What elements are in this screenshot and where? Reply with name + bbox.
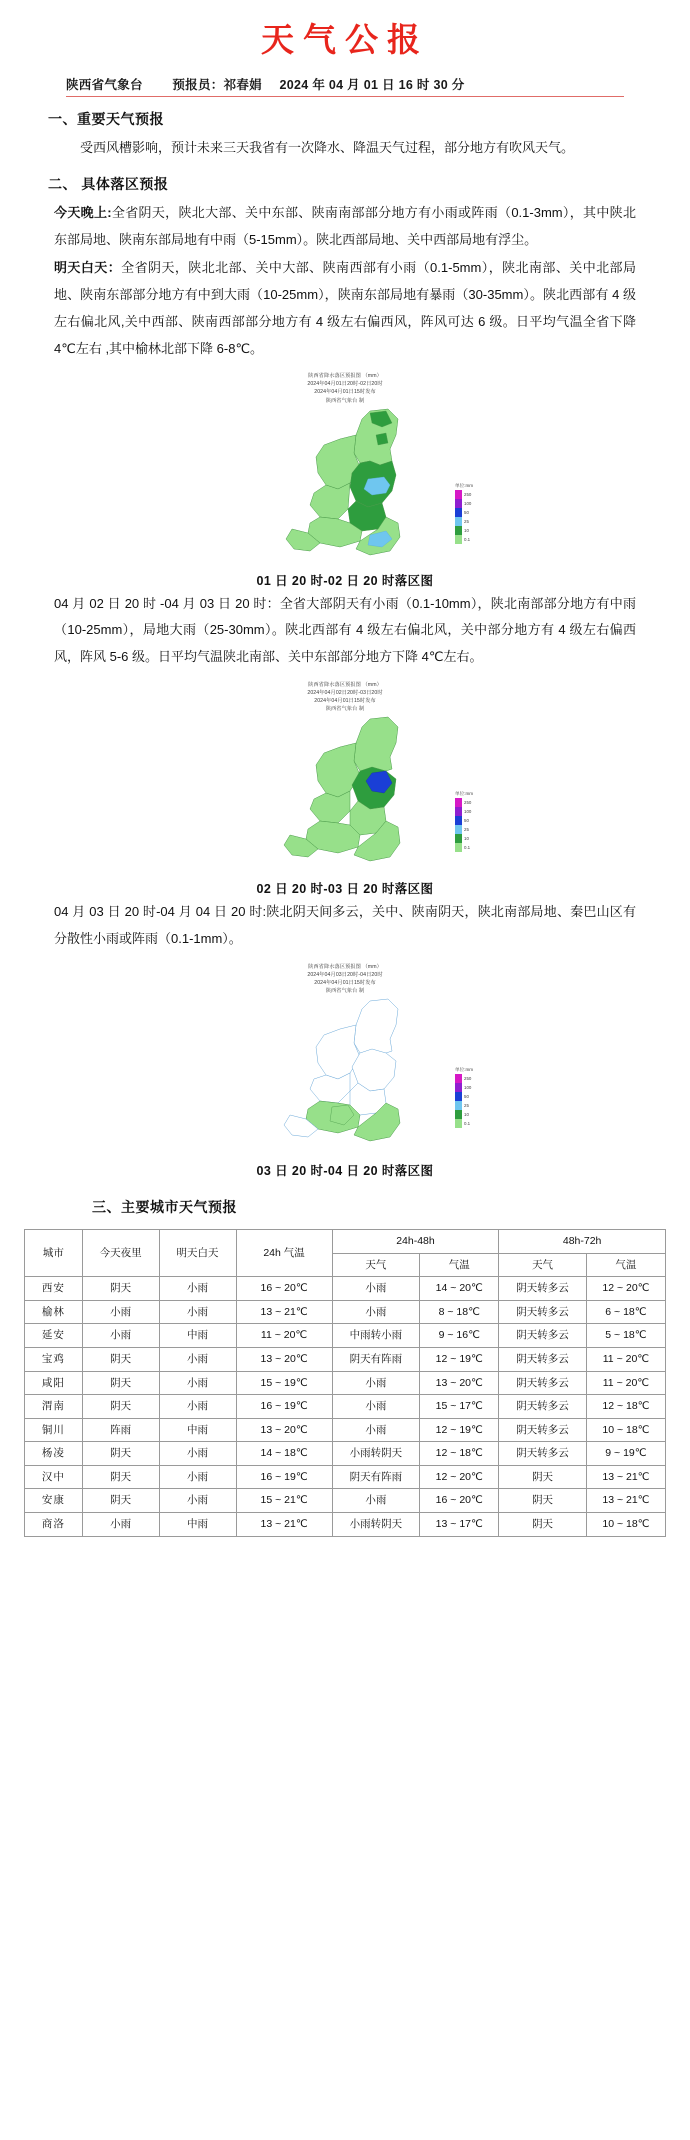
weather-24-48-cell: 小雨 (332, 1277, 420, 1301)
tomorrow-cell: 中雨 (159, 1513, 236, 1537)
table-row (25, 1418, 666, 1442)
tomorrow-cell: 小雨 (159, 1347, 236, 1371)
city-cell: 商洛 (25, 1513, 83, 1537)
legend-row (455, 1101, 487, 1110)
map-2-canvas (0, 713, 690, 873)
tomorrow-cell: 小雨 (159, 1371, 236, 1395)
legend-label: 100 (464, 500, 472, 506)
temp-48-72-cell: 10 ~ 18℃ (586, 1513, 665, 1537)
map-3-canvas (0, 995, 690, 1155)
tomorrow-cell: 小雨 (159, 1395, 236, 1419)
forecast-day3: 04 月 03 日 20 时-04 月 04 日 20 时:陕北阴天间多云，关中、陕南阴天，陕北南部局地、秦巴山区有分散性小雨或阵雨（0.1-1mm）。 (54, 904, 636, 946)
page-title: 天气公报 (261, 20, 429, 59)
legend-label: 10 (464, 1111, 469, 1117)
temp24-cell: 14 ~ 18℃ (236, 1442, 332, 1466)
weather-24-48-cell: 阴天有阵雨 (332, 1465, 420, 1489)
temp24-cell: 16 ~ 20℃ (236, 1277, 332, 1301)
weather-48-72-cell: 阴天转多云 (499, 1324, 587, 1348)
map-2-title-line2: 2024年04月02日20时-03日20时 (307, 689, 383, 696)
legend-row (455, 807, 487, 816)
temp-48-72-cell: 9 ~ 19℃ (586, 1442, 665, 1466)
legend-label: 250 (464, 800, 472, 806)
map-1-canvas (0, 405, 690, 565)
temp24-cell: 16 ~ 19℃ (236, 1465, 332, 1489)
map-block-1 (0, 364, 690, 590)
temp-48-72-cell: 13 ~ 21℃ (586, 1489, 665, 1513)
temp-24-48-cell: 12 ~ 20℃ (420, 1465, 499, 1489)
legend-label: 10 (464, 836, 469, 842)
weather-48-72-cell: 阴天转多云 (499, 1395, 587, 1419)
weather-48-72-cell: 阴天转多云 (499, 1347, 587, 1371)
tomorrow-cell: 小雨 (159, 1489, 236, 1513)
legend-row (455, 825, 487, 834)
section-1-heading: 一、重要天气预报 (48, 111, 164, 127)
forecast-tomorrow-text: 全省阴天，陕北北部、关中大部、陕南西部有小雨（0.1-5mm），陕北南部、关中北部局地、陕南东部部分地方有中到大雨（10-25mm），陕南东部局地有暴雨（30-35mm）。陕北西部有 4 级左右偏北风,关中西部、陕南西部部分地方有 4 级左右偏西风，阵风可达 6 级。日平均气温全省下降 4℃左右 ,其中榆林北部下降 6-8℃。 (54, 260, 636, 356)
legend-swatch (455, 1101, 462, 1110)
temp-24-48-cell: 9 ~ 16℃ (420, 1324, 499, 1348)
col-group-48-72: 48h-72h (499, 1229, 666, 1253)
table-row (25, 1395, 666, 1419)
map-3-title-line4: 陕西省气象台 制 (325, 987, 365, 994)
map-2-legend (455, 791, 487, 852)
temp-48-72-cell: 6 ~ 18℃ (586, 1300, 665, 1324)
legend-label: 25 (464, 1102, 469, 1108)
col-tonight: 今天夜里 (82, 1229, 159, 1276)
temp-48-72-cell: 12 ~ 18℃ (586, 1395, 665, 1419)
map-3-title-line2: 2024年04月03日20时-04日20时 (307, 971, 383, 978)
section-3-heading: 三、主要城市天气预报 (92, 1198, 237, 1215)
tomorrow-cell: 小雨 (159, 1300, 236, 1324)
legend-swatch (455, 1074, 462, 1083)
legend-row (455, 499, 487, 508)
forecast-tomorrow (0, 255, 690, 362)
temp24-cell: 13 ~ 21℃ (236, 1513, 332, 1537)
shaanxi-precipitation-map-2 (220, 713, 470, 871)
issue-datetime: 2024 年 04 月 01 日 16 时 30 分 (279, 78, 465, 92)
weather-48-72-cell: 阴天 (499, 1465, 587, 1489)
map-2-caption: 02 日 20 时-03 日 20 时落区图 (256, 882, 434, 897)
legend-swatch (455, 1119, 462, 1128)
map-1-title-line2: 2024年04月01日20时-02日20时 (307, 381, 383, 388)
weather-48-72-cell: 阴天转多云 (499, 1277, 587, 1301)
forecast-tonight-label: 今天晚上: (54, 204, 112, 220)
legend-label: 250 (464, 1075, 472, 1081)
map-3-caption: 03 日 20 时-04 日 20 时落区图 (256, 1163, 434, 1178)
legend-row (455, 508, 487, 517)
map-3-legend (455, 1067, 487, 1128)
weather-48-72-cell: 阴天 (499, 1513, 587, 1537)
tonight-cell: 阴天 (82, 1489, 159, 1513)
legend-label: 250 (464, 491, 472, 497)
col-temp-24-48: 气温 (420, 1253, 499, 1277)
tonight-cell: 阴天 (82, 1347, 159, 1371)
legend-label: 0.1 (464, 536, 471, 542)
weather-24-48-cell: 小雨转阴天 (332, 1442, 420, 1466)
map-2-title (0, 681, 690, 713)
legend-swatch (455, 508, 462, 517)
table-row (25, 1489, 666, 1513)
table-header (25, 1229, 666, 1276)
legend-row (455, 1083, 487, 1092)
col-group-24-48: 24h-48h (332, 1229, 499, 1253)
city-cell: 铜川 (25, 1418, 83, 1442)
temp-24-48-cell: 14 ~ 20℃ (420, 1277, 499, 1301)
temp24-cell: 16 ~ 19℃ (236, 1395, 332, 1419)
temp-24-48-cell: 12 ~ 19℃ (420, 1418, 499, 1442)
legend-swatch (455, 1110, 462, 1119)
tomorrow-cell: 中雨 (159, 1418, 236, 1442)
legend-label: 50 (464, 818, 469, 824)
tonight-cell: 阴天 (82, 1465, 159, 1489)
weather-24-48-cell: 小雨转阴天 (332, 1513, 420, 1537)
city-cell: 咸阳 (25, 1371, 83, 1395)
weather-24-48-cell: 小雨 (332, 1300, 420, 1324)
weather-24-48-cell: 小雨 (332, 1489, 420, 1513)
weather-24-48-cell: 小雨 (332, 1418, 420, 1442)
forecast-tonight-text: 全省阴天，陕北大部、关中东部、陕南南部部分地方有小雨或阵雨（0.1-3mm），其中陕北东部局地、陕南东部局地有中雨（5-15mm）。陕北西部局地、关中西部局地有浮尘。 (54, 204, 636, 247)
temp24-cell: 13 ~ 21℃ (236, 1300, 332, 1324)
table-row (25, 1277, 666, 1301)
table-row (25, 1300, 666, 1324)
city-cell: 汉中 (25, 1465, 83, 1489)
tonight-cell: 阴天 (82, 1371, 159, 1395)
weather-48-72-cell: 阴天转多云 (499, 1418, 587, 1442)
legend-row (455, 843, 487, 852)
tomorrow-cell: 小雨 (159, 1277, 236, 1301)
map-3-title-line1: 陕西省降水落区预报图 （mm） (308, 963, 382, 970)
shaanxi-precipitation-map-3 (220, 995, 470, 1145)
temp-48-72-cell: 5 ~ 18℃ (586, 1324, 665, 1348)
legend-swatch (455, 834, 462, 843)
weather-24-48-cell: 小雨 (332, 1371, 420, 1395)
table-row (25, 1324, 666, 1348)
legend-row (455, 490, 487, 499)
legend-swatch (455, 517, 462, 526)
legend-swatch (455, 825, 462, 834)
map-2-legend-unit: 单位:mm (455, 791, 474, 797)
map-1-legend-unit: 单位:mm (455, 482, 474, 488)
tonight-cell: 阴天 (82, 1442, 159, 1466)
legend-label: 25 (464, 518, 469, 524)
legend-label: 100 (464, 809, 472, 815)
map-block-3 (0, 955, 690, 1181)
map-1-caption: 01 日 20 时-02 日 20 时落区图 (256, 573, 434, 588)
legend-row (455, 1092, 487, 1101)
map-1-title-line3: 2024年04月01日15时发布 (314, 389, 376, 396)
temp-48-72-cell: 10 ~ 18℃ (586, 1418, 665, 1442)
col-temp24: 24h 气温 (236, 1229, 332, 1276)
temp-48-72-cell: 11 ~ 20℃ (586, 1347, 665, 1371)
city-cell: 杨凌 (25, 1442, 83, 1466)
tomorrow-cell: 中雨 (159, 1324, 236, 1348)
table-row (25, 1347, 666, 1371)
table-row (25, 1513, 666, 1537)
forecaster: 预报员：祁春娟 (172, 78, 262, 92)
temp-24-48-cell: 13 ~ 20℃ (420, 1371, 499, 1395)
map-2-title-line4: 陕西省气象台 制 (325, 706, 365, 713)
legend-label: 50 (464, 509, 469, 515)
city-cell: 安康 (25, 1489, 83, 1513)
table-header-row-1 (25, 1229, 666, 1253)
legend-label: 0.1 (464, 845, 471, 851)
temp-24-48-cell: 15 ~ 17℃ (420, 1395, 499, 1419)
forecast-tomorrow-label: 明天白天： (54, 260, 122, 276)
issuing-office: 陕西省气象台 (66, 78, 143, 92)
section-1-body: 受西风槽影响，预计未来三天我省有一次降水、降温天气过程，部分地方有吹风天气。 (80, 140, 575, 155)
weather-48-72-cell: 阴天 (499, 1489, 587, 1513)
byline-container (0, 71, 690, 97)
legend-row (455, 526, 487, 535)
legend-swatch (455, 798, 462, 807)
weather-24-48-cell: 小雨 (332, 1395, 420, 1419)
temp-48-72-cell: 11 ~ 20℃ (586, 1371, 665, 1395)
temp-24-48-cell: 13 ~ 17℃ (420, 1513, 499, 1537)
table-row (25, 1465, 666, 1489)
weather-48-72-cell: 阴天转多云 (499, 1300, 587, 1324)
temp-48-72-cell: 13 ~ 21℃ (586, 1465, 665, 1489)
table-row (25, 1442, 666, 1466)
weather-24-48-cell: 阴天有阵雨 (332, 1347, 420, 1371)
city-cell: 宝鸡 (25, 1347, 83, 1371)
legend-swatch (455, 1092, 462, 1101)
legend-row (455, 1110, 487, 1119)
legend-swatch (455, 526, 462, 535)
forecast-day2: 04 月 02 日 20 时 -04 月 03 日 20 时：全省大部阴天有小雨（0.1-10mm），陕北南部部分地方有中雨（10-25mm），局地大雨（25-30mm）。陕北西部有 4 级左右偏北风，关中部分地方有 4 级左右偏西风，阵风 5-6 级。日平均气温陕北南部、关中东部部分地方下降 4℃左右。 (54, 595, 636, 665)
col-weather-48-72: 天气 (499, 1253, 587, 1277)
legend-swatch (455, 807, 462, 816)
legend-row (455, 1119, 487, 1128)
map-3-title-line3: 2024年04月01日15时发布 (314, 979, 376, 986)
map-2-title-line3: 2024年04月01日15时发布 (314, 698, 376, 705)
temp24-cell: 13 ~ 20℃ (236, 1418, 332, 1442)
map-2-title-line1: 陕西省降水落区预报图 （mm） (308, 681, 382, 688)
legend-row (455, 1074, 487, 1083)
col-tomorrow: 明天白天 (159, 1229, 236, 1276)
legend-label: 100 (464, 1084, 472, 1090)
map-block-2 (0, 673, 690, 899)
weather-48-72-cell: 阴天转多云 (499, 1442, 587, 1466)
tonight-cell: 阵雨 (82, 1418, 159, 1442)
legend-row (455, 816, 487, 825)
tonight-cell: 阴天 (82, 1395, 159, 1419)
tonight-cell: 小雨 (82, 1513, 159, 1537)
legend-swatch (455, 843, 462, 852)
legend-row (455, 517, 487, 526)
legend-row (455, 535, 487, 544)
map-3-title (0, 963, 690, 995)
map-1-title-line4: 陕西省气象台 制 (325, 397, 365, 404)
legend-swatch (455, 816, 462, 825)
section-2-heading: 二、 具体落区预报 (48, 175, 169, 192)
forecast-tonight (0, 200, 690, 254)
temp24-cell: 15 ~ 19℃ (236, 1371, 332, 1395)
legend-label: 0.1 (464, 1120, 471, 1126)
city-forecast-table (24, 1229, 666, 1537)
map-1-title (0, 372, 690, 404)
tomorrow-cell: 小雨 (159, 1442, 236, 1466)
legend-row (455, 834, 487, 843)
legend-swatch (455, 490, 462, 499)
legend-swatch (455, 1083, 462, 1092)
city-cell: 延安 (25, 1324, 83, 1348)
city-forecast-table-wrap (0, 1223, 690, 1537)
temp24-cell: 13 ~ 20℃ (236, 1347, 332, 1371)
byline (66, 75, 624, 97)
tonight-cell: 小雨 (82, 1324, 159, 1348)
shaanxi-precipitation-map-1 (220, 405, 470, 563)
weather-48-72-cell: 阴天转多云 (499, 1371, 587, 1395)
table-row (25, 1371, 666, 1395)
legend-swatch (455, 499, 462, 508)
tonight-cell: 阴天 (82, 1277, 159, 1301)
city-cell: 西安 (25, 1277, 83, 1301)
temp24-cell: 11 ~ 20℃ (236, 1324, 332, 1348)
city-cell: 渭南 (25, 1395, 83, 1419)
temp24-cell: 15 ~ 21℃ (236, 1489, 332, 1513)
tonight-cell: 小雨 (82, 1300, 159, 1324)
legend-swatch (455, 535, 462, 544)
temp-24-48-cell: 8 ~ 18℃ (420, 1300, 499, 1324)
temp-48-72-cell: 12 ~ 20℃ (586, 1277, 665, 1301)
temp-24-48-cell: 12 ~ 19℃ (420, 1347, 499, 1371)
temp-24-48-cell: 12 ~ 18℃ (420, 1442, 499, 1466)
col-city: 城市 (25, 1229, 83, 1276)
map-1-legend (455, 483, 487, 544)
col-temp-48-72: 气温 (586, 1253, 665, 1277)
temp-24-48-cell: 16 ~ 20℃ (420, 1489, 499, 1513)
map-3-legend-unit: 单位:mm (455, 1066, 474, 1072)
col-weather-24-48: 天气 (332, 1253, 420, 1277)
legend-label: 50 (464, 1093, 469, 1099)
legend-label: 10 (464, 527, 469, 533)
weather-24-48-cell: 中雨转小雨 (332, 1324, 420, 1348)
table-body (25, 1277, 666, 1537)
map-1-title-line1: 陕西省降水落区预报图 （mm） (308, 373, 382, 380)
tomorrow-cell: 小雨 (159, 1465, 236, 1489)
city-cell: 榆林 (25, 1300, 83, 1324)
legend-row (455, 798, 487, 807)
legend-label: 25 (464, 827, 469, 833)
